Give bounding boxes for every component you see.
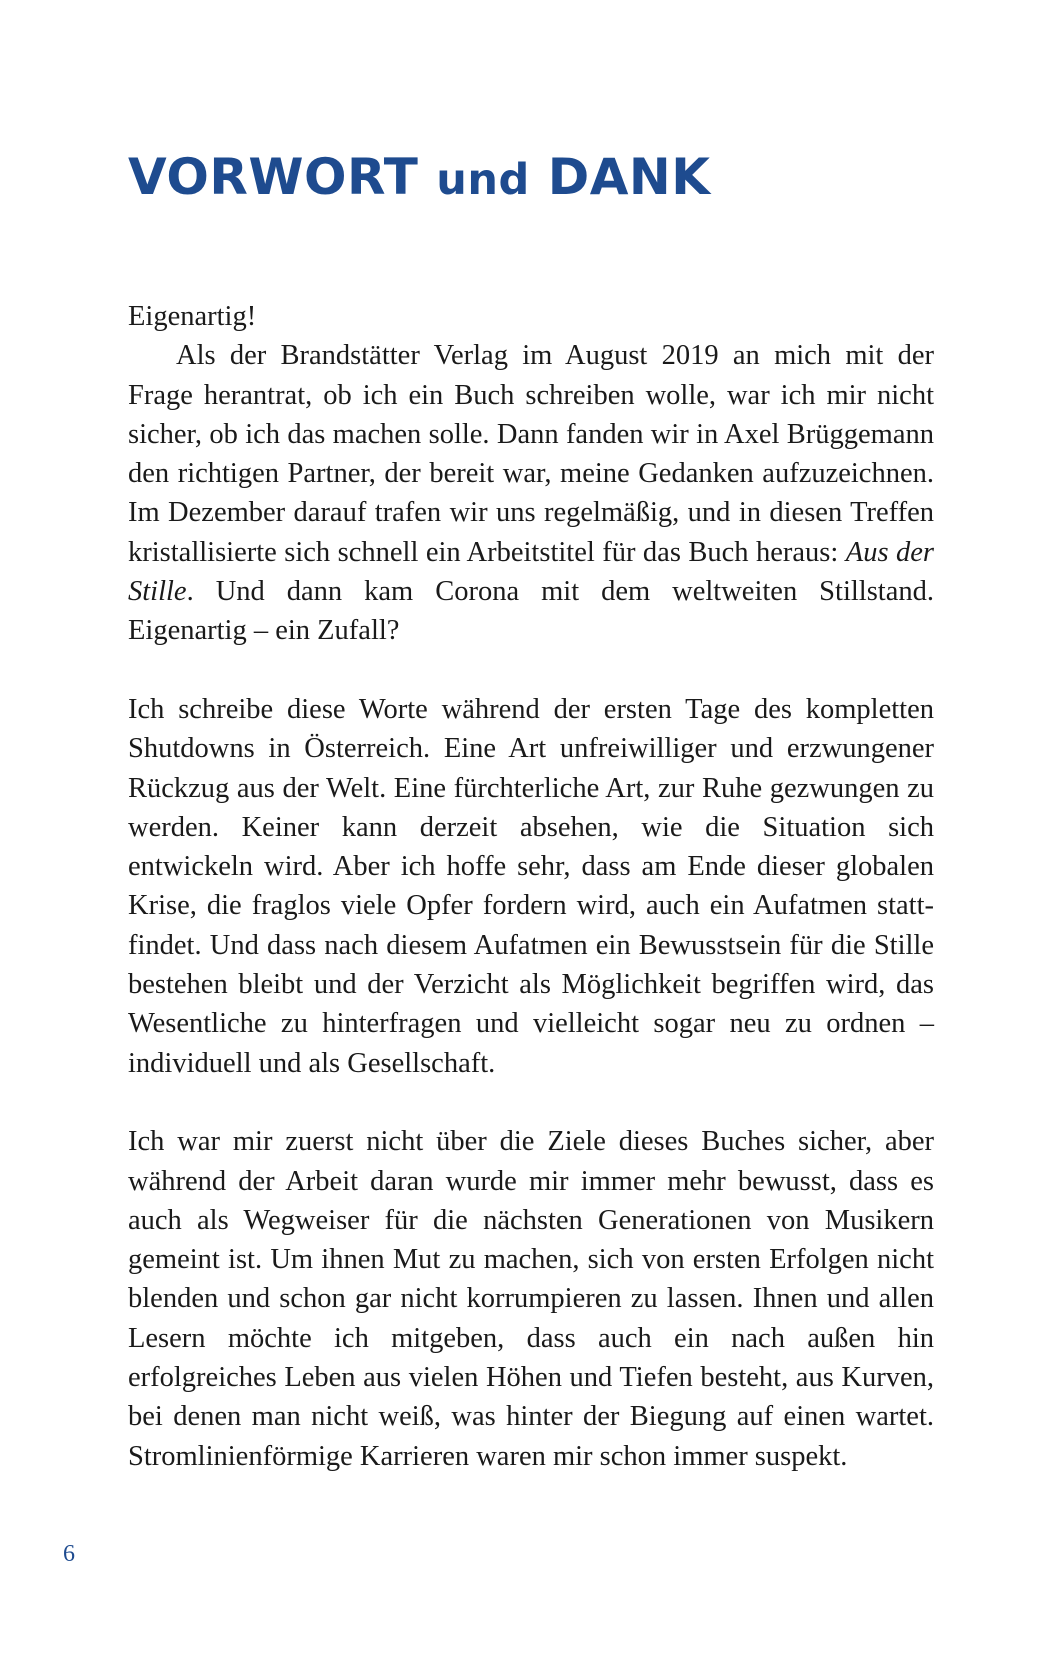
body-text [128,297,934,1476]
chapter-title [128,148,711,206]
paragraph-book-goals: Ich war mir zuerst nicht über die Ziele dieses Buches sicher, aber während der Arbeit daran wurde mir immer mehr bewusst, dass es auch als Wegweiser für die nächsten Generationen von Musikern gemeint ist. Um ihnen Mut zu machen, sich von ersten Erfolgen nicht blenden und schon gar nicht korrumpieren zu lassen. Ihnen und allen Lesern möchte ich mitgeben, dass auch ein nach außen hin erfolgreiches Leben aus vielen Höhen und Tiefen besteht, aus Kurven, bei denen man nicht weiß, was hinter der Biegung auf einen wartet. Stromlinienförmige Karrieren waren mir schon immer suspekt. [128,1126,934,1472]
paragraph-text-part: . Und dann kam Corona mit dem weltweiten Stillstand. Eigenartig – ein Zufall? [128,576,934,647]
paragraph-publisher-story [128,336,934,650]
page-number: 6 [63,1541,75,1567]
paragraph-shutdown: Ich schreibe diese Worte während der ersten Tage des kompletten Shutdowns in Österreich. Eine Art unfreiwilliger und erzwungener Rückzug aus der Welt. Eine fürchterliche Art, zur Ruhe gezwungen zu werden. Keiner kann derzeit absehen, wie die Situation sich entwickeln wird. Aber ich hoffe sehr, dass am Ende dieser globalen Krise, die fraglos viele Opfer fordern wird, auch ein Aufatmen stattfindet. Und dass nach diesem Aufatmen ein Bewusstsein für die Stille bestehen bleibt und der Verzicht als Möglichkeit begriffen wird, das Wesentliche zu hinterfragen und vielleicht sogar neu zu ordnen – individuell und als Gesellschaft. [128,693,934,1079]
title-word-vorwort: VORWORT [128,148,419,206]
title-word-und: und [436,155,530,205]
title-word-dank: DANK [547,148,711,206]
working-title-italic: Aus der Stille [128,536,934,608]
paragraph-opening-exclamation: Eigenartig! [128,301,257,332]
paragraph-text-part: Als der Brandstätter Verlag im August 2019 an mich mit der Frage herantrat, ob ich ein Buch schreiben wolle, war ich mir nicht sicher, ob ich das machen solle. Dann fanden wir in Axel Brüggemann den richtigen Partner, der bereit war, meine Gedanken aufzuzeichnen. Im Dezember darauf trafen wir uns regelmäßig, und in diesen Treffen kristallisierte sich schnell ein Arbeitstitel für das Buch heraus: [128,340,934,568]
